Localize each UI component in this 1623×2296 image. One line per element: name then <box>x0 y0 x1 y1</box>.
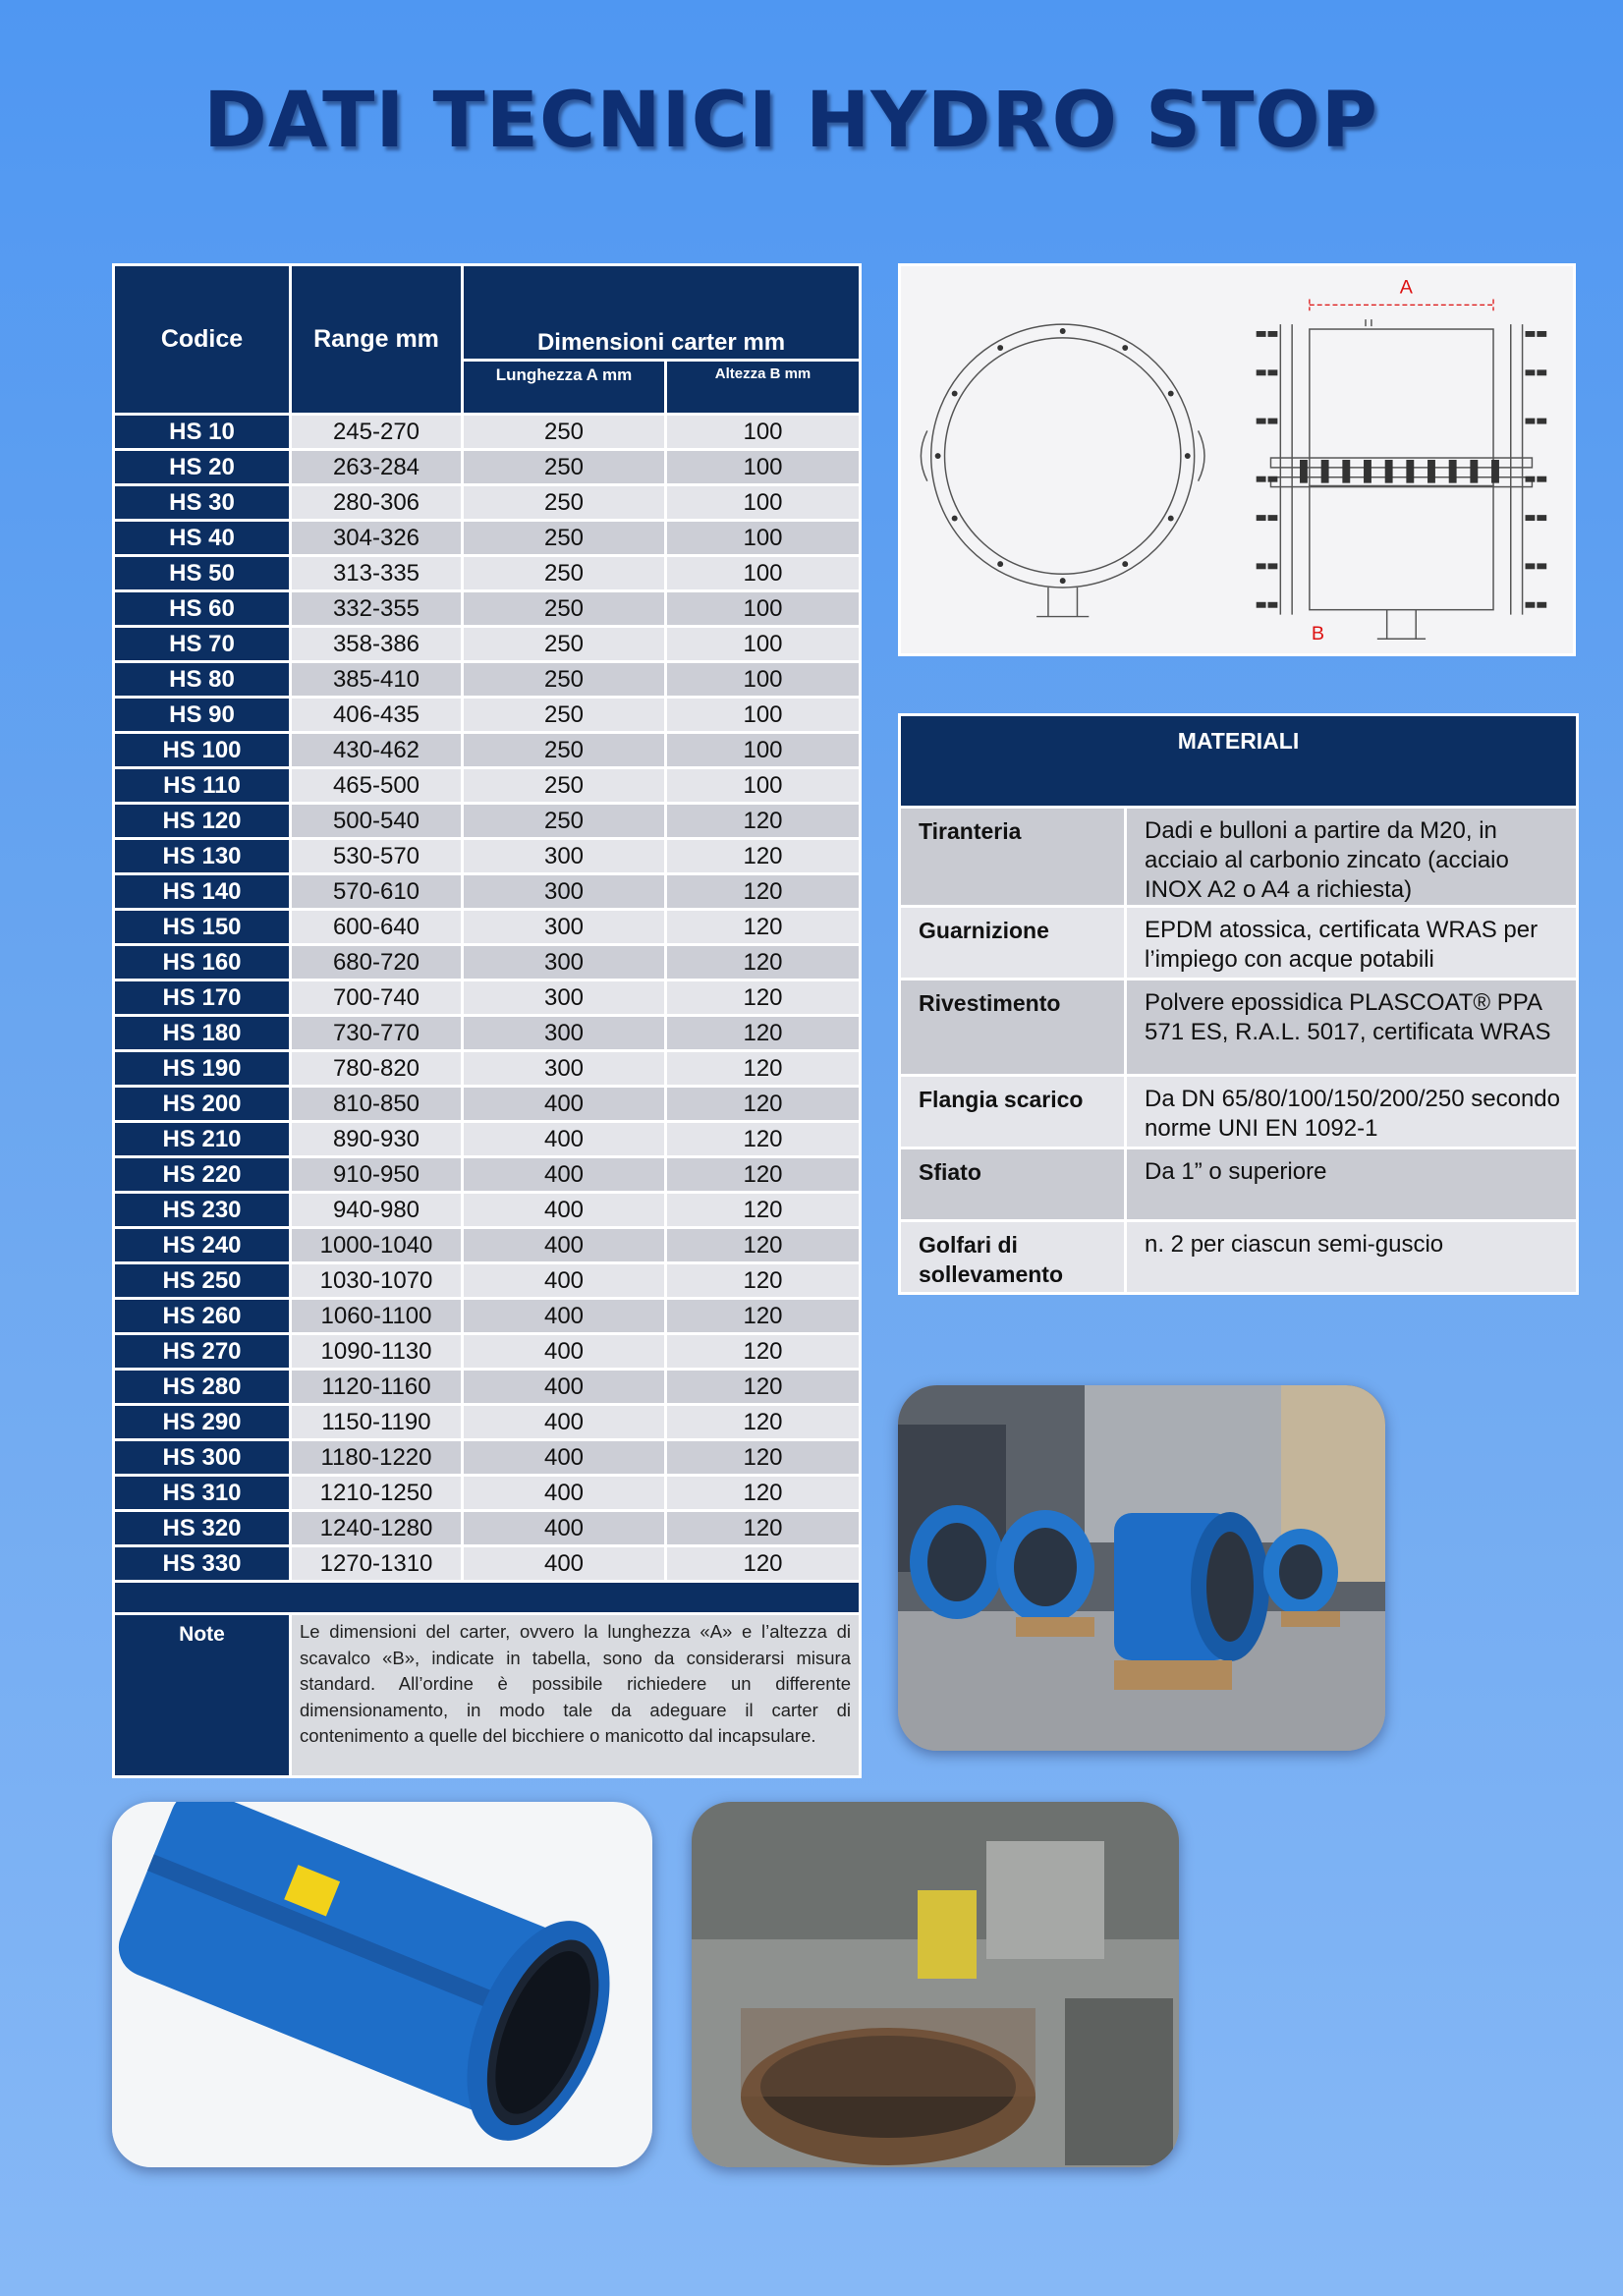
note-text: Le dimensioni del carter, ovvero la lunghezza «A» e l’altezza di scavalco «B», indicate in tabella, sono da considerarsi misura standard. All’ordine è possibile richiedere un differente dimensionamento, in modo tale da adeguare il carter di contenimento a quelle del bicchiere o manicotto dal incapsulare. <box>291 1614 861 1777</box>
flange-bolt <box>1406 460 1414 483</box>
cell-length: 250 <box>463 733 666 768</box>
cell-length: 400 <box>463 1405 666 1440</box>
cell-length: 250 <box>463 627 666 662</box>
cell-code: HS 80 <box>114 662 291 698</box>
cell-range: 730-770 <box>291 1016 463 1051</box>
cell-code: HS 300 <box>114 1440 291 1476</box>
materials-rows <box>900 808 1578 1294</box>
cell-range: 570-610 <box>291 874 463 910</box>
cell-length: 250 <box>463 698 666 733</box>
bolt-nut <box>1526 476 1536 482</box>
cell-code: HS 160 <box>114 945 291 980</box>
cell-range: 304-326 <box>291 521 463 556</box>
material-value: Dadi e bulloni a partire da M20, in acciaio al carbonio zincato (acciaio INOX A2 o A4 a richiesta) <box>1126 808 1578 907</box>
cell-range: 332-355 <box>291 591 463 627</box>
cell-length: 400 <box>463 1193 666 1228</box>
cell-length: 400 <box>463 1299 666 1334</box>
bolt-nut <box>1537 419 1546 424</box>
cell-range: 1030-1070 <box>291 1263 463 1299</box>
cell-length: 400 <box>463 1228 666 1263</box>
note-label: Note <box>114 1614 291 1777</box>
bolt-nut <box>1537 602 1546 608</box>
cell-height: 120 <box>666 1299 861 1334</box>
materials-row <box>900 808 1578 907</box>
cell-height: 100 <box>666 733 861 768</box>
bolt-nut <box>1537 476 1546 482</box>
cell-height: 120 <box>666 910 861 945</box>
cell-height: 100 <box>666 521 861 556</box>
cell-length: 300 <box>463 945 666 980</box>
cell-range: 465-500 <box>291 768 463 804</box>
bolt-hole <box>935 453 941 459</box>
material-label: Golfari di sollevamento <box>900 1221 1126 1294</box>
dimension-label-b: B <box>1311 623 1324 645</box>
column-header-dimensions: Dimensioni carter mm <box>463 265 861 361</box>
cell-code: HS 310 <box>114 1476 291 1511</box>
bolt-nut <box>1526 563 1536 569</box>
bolt-nut <box>1526 602 1536 608</box>
cell-height: 100 <box>666 485 861 521</box>
material-value: Polvere epossidica PLASCOAT® PPA 571 ES, R.A.L. 5017, certificata WRAS <box>1126 980 1578 1076</box>
bolt-nut <box>1268 563 1278 569</box>
cell-length: 300 <box>463 980 666 1016</box>
materials-row <box>900 907 1578 980</box>
bolt-nut <box>1268 476 1278 482</box>
table-row <box>114 839 861 874</box>
cell-length: 250 <box>463 591 666 627</box>
cell-height: 120 <box>666 874 861 910</box>
bolt-hole <box>1122 561 1128 567</box>
cell-length: 250 <box>463 804 666 839</box>
flange-bolt <box>1321 460 1329 483</box>
cell-code: HS 150 <box>114 910 291 945</box>
bolt-hole <box>1122 345 1128 351</box>
cell-length: 300 <box>463 874 666 910</box>
table-row <box>114 1476 861 1511</box>
flange-bolt <box>1385 460 1393 483</box>
cell-code: HS 290 <box>114 1405 291 1440</box>
cell-range: 600-640 <box>291 910 463 945</box>
cell-range: 530-570 <box>291 839 463 874</box>
note-row <box>114 1614 861 1777</box>
cell-range: 890-930 <box>291 1122 463 1157</box>
cell-code: HS 320 <box>114 1511 291 1546</box>
bolt-nut <box>1268 515 1278 521</box>
table-row <box>114 1546 861 1582</box>
table-row <box>114 1299 861 1334</box>
bolt-nut <box>1268 369 1278 375</box>
table-row <box>114 1157 861 1193</box>
cell-code: HS 330 <box>114 1546 291 1582</box>
table-row <box>114 804 861 839</box>
cell-range: 1000-1040 <box>291 1228 463 1263</box>
technical-data-table <box>112 263 862 1778</box>
bolt-hole <box>997 345 1003 351</box>
cell-height: 120 <box>666 1334 861 1370</box>
table-row <box>114 1051 861 1087</box>
material-value: Da 1” o superiore <box>1126 1148 1578 1221</box>
cell-range: 780-820 <box>291 1051 463 1087</box>
bolt-hole <box>952 516 958 522</box>
bolt-nut <box>1268 602 1278 608</box>
cell-length: 250 <box>463 415 666 450</box>
bolt-hole <box>1185 453 1191 459</box>
cell-length: 400 <box>463 1157 666 1193</box>
flange-bolt <box>1470 460 1478 483</box>
bolt-nut <box>1537 515 1546 521</box>
materials-row <box>900 1076 1578 1148</box>
table-row <box>114 627 861 662</box>
cell-range: 500-540 <box>291 804 463 839</box>
table-row <box>114 1087 861 1122</box>
cell-height: 100 <box>666 662 861 698</box>
bolt-hole <box>1060 328 1066 334</box>
cell-code: HS 230 <box>114 1193 291 1228</box>
table-row <box>114 768 861 804</box>
table-row <box>114 910 861 945</box>
cell-height: 120 <box>666 1440 861 1476</box>
cell-range: 358-386 <box>291 627 463 662</box>
material-value: n. 2 per ciascun semi-guscio <box>1126 1221 1578 1294</box>
table-spacer-row <box>114 1582 861 1614</box>
bolt-nut <box>1268 419 1278 424</box>
table-row <box>114 698 861 733</box>
material-label: Tiranteria <box>900 808 1126 907</box>
bolt-nut <box>1537 563 1546 569</box>
cell-range: 1150-1190 <box>291 1405 463 1440</box>
cell-length: 250 <box>463 768 666 804</box>
cell-range: 680-720 <box>291 945 463 980</box>
dimension-label-a: A <box>1399 276 1413 299</box>
cell-height: 120 <box>666 1263 861 1299</box>
cell-length: 250 <box>463 450 666 485</box>
table-row <box>114 945 861 980</box>
cell-height: 100 <box>666 415 861 450</box>
bolt-nut <box>1257 369 1266 375</box>
table-row <box>114 1263 861 1299</box>
cell-code: HS 180 <box>114 1016 291 1051</box>
cell-range: 1180-1220 <box>291 1440 463 1476</box>
technical-data-rows <box>114 415 861 1582</box>
materials-row <box>900 1221 1578 1294</box>
table-row <box>114 874 861 910</box>
cell-height: 120 <box>666 1087 861 1122</box>
cell-code: HS 140 <box>114 874 291 910</box>
cell-code: HS 10 <box>114 415 291 450</box>
table-row <box>114 1405 861 1440</box>
table-row <box>114 1122 861 1157</box>
column-header-height: Altezza B mm <box>666 361 861 415</box>
table-row <box>114 980 861 1016</box>
table-row <box>114 1440 861 1476</box>
column-header-code: Codice <box>114 265 291 415</box>
cell-length: 400 <box>463 1334 666 1370</box>
bolt-hole <box>1168 516 1174 522</box>
cell-code: HS 280 <box>114 1370 291 1405</box>
cell-height: 100 <box>666 450 861 485</box>
material-value: Da DN 65/80/100/150/200/250 secondo norme UNI EN 1092-1 <box>1126 1076 1578 1148</box>
cell-height: 120 <box>666 980 861 1016</box>
bolt-hole <box>1168 391 1174 397</box>
cell-range: 1240-1280 <box>291 1511 463 1546</box>
bolt-nut <box>1257 563 1266 569</box>
flange-bolt <box>1427 460 1435 483</box>
cell-range: 1120-1160 <box>291 1370 463 1405</box>
cell-code: HS 40 <box>114 521 291 556</box>
cell-code: HS 30 <box>114 485 291 521</box>
cell-height: 100 <box>666 768 861 804</box>
bolt-nut <box>1537 331 1546 337</box>
cell-code: HS 220 <box>114 1157 291 1193</box>
cell-range: 313-335 <box>291 556 463 591</box>
drawing-svg <box>901 266 1573 653</box>
bolt-hole <box>997 561 1003 567</box>
bolt-nut <box>1526 369 1536 375</box>
cell-height: 120 <box>666 1476 861 1511</box>
table-row <box>114 662 861 698</box>
cell-height: 120 <box>666 945 861 980</box>
cell-range: 1060-1100 <box>291 1299 463 1334</box>
cell-code: HS 70 <box>114 627 291 662</box>
table-row <box>114 1511 861 1546</box>
cell-code: HS 130 <box>114 839 291 874</box>
cell-height: 120 <box>666 1016 861 1051</box>
cell-code: HS 210 <box>114 1122 291 1157</box>
bolt-nut <box>1537 369 1546 375</box>
cell-length: 250 <box>463 521 666 556</box>
bolt-hole <box>952 391 958 397</box>
cell-length: 400 <box>463 1122 666 1157</box>
cell-length: 300 <box>463 910 666 945</box>
cell-length: 400 <box>463 1476 666 1511</box>
table-row <box>114 1370 861 1405</box>
material-label: Flangia scarico <box>900 1076 1126 1148</box>
cell-code: HS 50 <box>114 556 291 591</box>
cell-code: HS 170 <box>114 980 291 1016</box>
cell-range: 1090-1130 <box>291 1334 463 1370</box>
materials-table <box>898 713 1579 1295</box>
cell-code: HS 200 <box>114 1087 291 1122</box>
material-label: Sfiato <box>900 1148 1126 1221</box>
cell-range: 810-850 <box>291 1087 463 1122</box>
cell-range: 280-306 <box>291 485 463 521</box>
table-row <box>114 733 861 768</box>
cell-code: HS 270 <box>114 1334 291 1370</box>
cell-length: 250 <box>463 662 666 698</box>
cell-height: 120 <box>666 1157 861 1193</box>
cell-range: 406-435 <box>291 698 463 733</box>
cell-range: 245-270 <box>291 415 463 450</box>
cell-length: 250 <box>463 556 666 591</box>
cell-height: 120 <box>666 1051 861 1087</box>
cell-range: 1270-1310 <box>291 1546 463 1582</box>
photo-warehouse-units <box>898 1385 1385 1751</box>
cell-length: 250 <box>463 485 666 521</box>
cell-range: 385-410 <box>291 662 463 698</box>
cell-height: 120 <box>666 1370 861 1405</box>
cell-height: 100 <box>666 556 861 591</box>
cell-height: 120 <box>666 804 861 839</box>
photo-workshop-steel-ring <box>692 1802 1179 2167</box>
cell-length: 300 <box>463 1016 666 1051</box>
cell-height: 120 <box>666 1546 861 1582</box>
table-row <box>114 450 861 485</box>
cell-code: HS 190 <box>114 1051 291 1087</box>
page-title: DATI TECNICI HYDRO STOP <box>203 77 1378 165</box>
bolt-nut <box>1257 515 1266 521</box>
cell-range: 940-980 <box>291 1193 463 1228</box>
materials-row <box>900 980 1578 1076</box>
cell-length: 400 <box>463 1440 666 1476</box>
table-row <box>114 1193 861 1228</box>
cell-range: 910-950 <box>291 1157 463 1193</box>
bolt-nut <box>1257 419 1266 424</box>
cell-length: 300 <box>463 839 666 874</box>
cell-height: 120 <box>666 1511 861 1546</box>
technical-drawing <box>898 263 1576 656</box>
cell-range: 263-284 <box>291 450 463 485</box>
materials-row <box>900 1148 1578 1221</box>
bolt-nut <box>1257 476 1266 482</box>
column-header-range: Range mm <box>291 265 463 415</box>
bolt-nut <box>1526 515 1536 521</box>
material-label: Rivestimento <box>900 980 1126 1076</box>
cell-range: 1210-1250 <box>291 1476 463 1511</box>
cell-height: 100 <box>666 627 861 662</box>
cell-height: 120 <box>666 1193 861 1228</box>
materials-header: MATERIALI <box>900 715 1578 808</box>
cell-code: HS 60 <box>114 591 291 627</box>
flange-bolt <box>1491 460 1499 483</box>
flange-bolt <box>1342 460 1350 483</box>
bolt-nut <box>1526 331 1536 337</box>
table-row <box>114 521 861 556</box>
table-row <box>114 415 861 450</box>
cell-code: HS 110 <box>114 768 291 804</box>
cell-code: HS 20 <box>114 450 291 485</box>
bolt-nut <box>1257 331 1266 337</box>
table-row <box>114 1228 861 1263</box>
cell-code: HS 90 <box>114 698 291 733</box>
cell-length: 400 <box>463 1511 666 1546</box>
ring-inner <box>945 338 1181 574</box>
cell-length: 400 <box>463 1087 666 1122</box>
cell-range: 700-740 <box>291 980 463 1016</box>
material-value: EPDM atossica, certificata WRAS per l’impiego con acque potabili <box>1126 907 1578 980</box>
bolt-nut <box>1526 419 1536 424</box>
bolt-nut <box>1268 331 1278 337</box>
photo-hydro-stop-product <box>112 1802 652 2167</box>
cell-height: 120 <box>666 1122 861 1157</box>
cell-length: 400 <box>463 1370 666 1405</box>
material-label: Guarnizione <box>900 907 1126 980</box>
cell-code: HS 100 <box>114 733 291 768</box>
flange-bolt <box>1449 460 1457 483</box>
cell-height: 100 <box>666 698 861 733</box>
cell-range: 430-462 <box>291 733 463 768</box>
cell-height: 120 <box>666 1405 861 1440</box>
ring-outer <box>931 324 1195 588</box>
flange-bolt <box>1364 460 1371 483</box>
cell-height: 120 <box>666 839 861 874</box>
cell-length: 400 <box>463 1263 666 1299</box>
bolt-nut <box>1257 602 1266 608</box>
flange-bolt <box>1300 460 1308 483</box>
cell-code: HS 120 <box>114 804 291 839</box>
cell-code: HS 260 <box>114 1299 291 1334</box>
cell-code: HS 250 <box>114 1263 291 1299</box>
cell-height: 100 <box>666 591 861 627</box>
table-row <box>114 591 861 627</box>
column-header-length: Lunghezza A mm <box>463 361 666 415</box>
table-row <box>114 556 861 591</box>
cell-height: 120 <box>666 1228 861 1263</box>
cell-code: HS 240 <box>114 1228 291 1263</box>
drawing-bolts <box>935 328 1547 608</box>
table-row <box>114 1334 861 1370</box>
table-row <box>114 485 861 521</box>
table-row <box>114 1016 861 1051</box>
cell-length: 400 <box>463 1546 666 1582</box>
bolt-hole <box>1060 578 1066 584</box>
cell-length: 300 <box>463 1051 666 1087</box>
